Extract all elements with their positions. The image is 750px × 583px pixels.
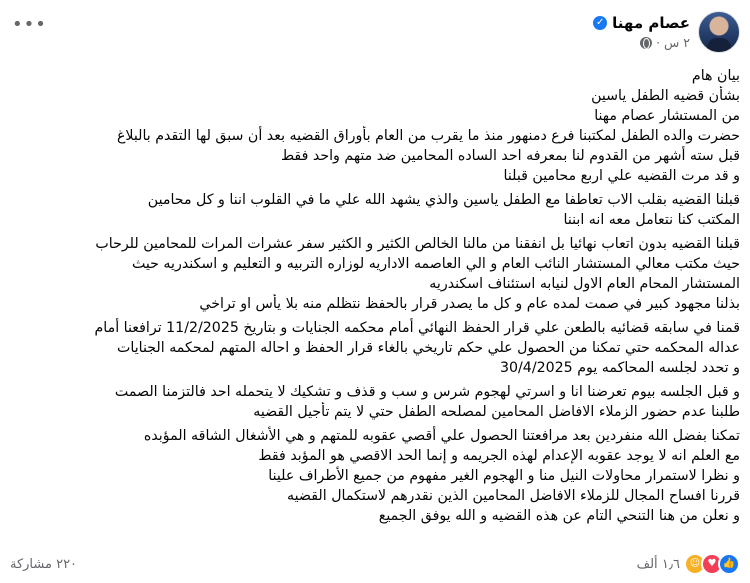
care-icon: ☺ [684,553,706,575]
body-line: و قد مرت القضيه علي اربع محامين قبلنا [503,168,740,184]
body-line: مع العلم انه لا يوجد عقوبه الإعدام لهذه الجريمه و إنما الحد الاقصي هو المؤبد فقط [258,448,740,464]
body-line: المكتب كنا نتعامل معه انه ابننا [563,212,740,228]
body-line: و قبل الجلسه بيوم تعرضنا انا و اسرتي لهجوم شرس و سب و قذف و تشكيك لا يتحمله احد فالتزمنا الصمت [114,384,740,400]
reaction-icons [684,553,740,575]
body-line: قبل سته أشهر من القدوم لنا بمعرفه احد الساده المحامين ضد متهم واحد فقط [280,148,740,164]
verified-badge-icon: ✓ [593,16,607,30]
post-time[interactable]: ٢ س [664,35,690,50]
body-line: قمنا في سابقه قضائيه بالطعن علي قرار الحفظ النهائي أمام محكمه الجنايات و بتاريخ 11/2/2025 ترافعنا أمام [94,320,740,336]
avatar[interactable] [698,11,740,53]
body-line: و نظرا لاستمرار محاولات النيل منا و الهجوم الغير مفهوم من جميع الأطراف علينا [268,468,740,484]
author-row [593,14,690,32]
body-line: و نعلن من هنا التنحي التام عن هذه القضيه و الله يوفق الجميع [378,508,740,524]
post-meta [593,14,690,50]
body-line: حضرت والده الطفل لمكتبنا فرع دمنهور منذ ما يقرب من العام بأوراق القضيه بعد أن سبق لها التقدم بالبلاغ [116,128,740,144]
body-line: بشأن قضيه الطفل ياسين [591,88,740,104]
author-name[interactable]: عصام مهنا [612,14,690,32]
body-line: طلبنا عدم حضور الزملاء الافاضل المحامين لمصلحه الطفل حتي لا يتم تأجيل القضيه [253,404,740,420]
post-footer [10,553,740,575]
post-body [10,66,740,526]
love-icon: ♥ [701,553,723,575]
body-line: عداله المحكمه حتي تمكنا من الحصول علي حكم تاريخي بالغاء قرار الحفظ و احاله المتهم لمحكمه الجنايات [117,340,740,356]
body-line: قبلنا القضيه بقلب الاب تعاطفا مع الطفل ياسين والذي يشهد الله علي ما في القلوب اننا و كل محامين [147,192,740,208]
reactions-count[interactable]: ١٫٦ ألف [636,556,680,572]
reactions-summary[interactable] [637,553,740,575]
body-line: قبلنا القضيه بدون اتعاب نهائيا بل انفقنا من مالنا الخالص الكثير و الكثير سفر عشرات المرات للمحامين للرحاب [95,236,740,252]
post-header [593,8,740,56]
body-line: حيث مكتب معالي المستشار النائب العام و الي العاصمه الاداريه لوزاره التربيه و التعليم و اسكندريه حيث [131,256,740,272]
like-icon: 👍 [718,553,740,575]
body-line: من المستشار عصام مهنا [594,108,740,124]
time-row [593,35,690,50]
body-line: بيان هام [691,68,740,84]
more-options-icon[interactable]: ••• [12,14,47,35]
shares-count[interactable]: ٢٢٠ مشاركة [10,556,78,572]
body-line: و تحدد لجلسه المحاكمه يوم 30/4/2025 [499,360,740,376]
meta-separator: · [656,35,661,50]
body-line: تمكنا بفضل الله منفردين بعد مرافعتنا الحصول علي أقصي عقوبه للمتهم و هي الأشغال الشاقه المؤبده [143,428,740,444]
globe-icon[interactable] [640,37,652,49]
body-line: المستشار المحام العام الاول لنيابه استئناف اسكندريه [429,276,740,292]
body-line: قررنا افساح المجال للزملاء الافاضل المحامين الذين نقدرهم لاستكمال القضيه [287,488,740,504]
body-line: بذلنا مجهود كبير في صمت لمده عام و كل ما يصدر قرار بالحفظ نتظلم منه بلا يأس او تراخي [199,296,740,312]
